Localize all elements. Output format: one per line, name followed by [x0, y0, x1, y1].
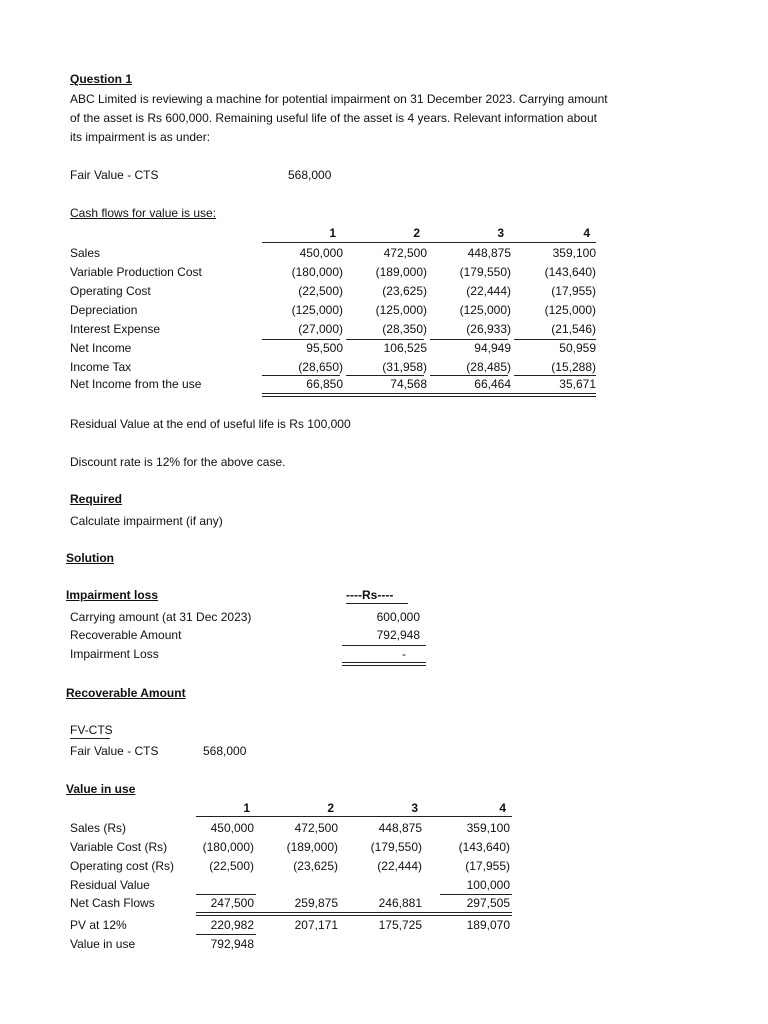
- q-cell: 66,464: [474, 377, 511, 391]
- viu-cell: (22,500): [209, 859, 254, 873]
- q-cell: (179,550): [459, 265, 511, 279]
- viu-cell: 259,875: [294, 896, 338, 910]
- q-cell: (31,958): [382, 360, 427, 374]
- viu-cell: (22,444): [377, 859, 422, 873]
- viu-cell: 207,171: [294, 918, 338, 932]
- fvcts-heading: FV-CTS: [70, 723, 113, 737]
- viu-pv-line: [196, 934, 256, 935]
- q-total-double-line: [262, 393, 596, 397]
- viu-cell: 297,505: [466, 896, 510, 910]
- currency-header-underline: [346, 603, 408, 604]
- q-subtotal-line: [262, 339, 340, 340]
- required-heading: Required: [70, 492, 123, 506]
- q-cell: (15,288): [551, 360, 596, 374]
- q-cell: (189,000): [375, 265, 427, 279]
- impairment-heading: Impairment loss: [66, 588, 159, 602]
- q-cell: 95,500: [306, 341, 343, 355]
- viu-cell: 246,881: [378, 896, 422, 910]
- q-year-header-2: 2: [413, 226, 420, 240]
- viu-subtotal-line: [196, 894, 256, 895]
- impairment-row-value: -: [402, 647, 406, 661]
- viu-header-underline: [196, 816, 512, 817]
- residual-text: Residual Value at the end of useful life is Rs 100,000: [70, 417, 351, 431]
- impairment-row-value: 600,000: [376, 610, 420, 624]
- viu-year-header-2: 2: [327, 801, 334, 815]
- viu-cell: 448,875: [378, 821, 422, 835]
- q-cell: (28,350): [382, 322, 427, 336]
- viu-cell: 175,725: [378, 918, 422, 932]
- q-cell: 450,000: [299, 246, 343, 260]
- q-cell: 35,671: [559, 377, 596, 391]
- q-year-header-1: 1: [329, 226, 336, 240]
- viu-cell: (179,550): [370, 840, 422, 854]
- viu-row-label: Net Cash Flows: [70, 896, 155, 910]
- q-cell: (17,955): [551, 284, 596, 298]
- q-cell: (28,485): [466, 360, 511, 374]
- q-subtotal-line: [346, 339, 424, 340]
- q-cell: 74,568: [390, 377, 427, 391]
- fvcts-heading-underline: [70, 738, 110, 739]
- q-header-underline: [262, 242, 596, 243]
- q-cell: (125,000): [291, 303, 343, 317]
- viu-cell: 359,100: [466, 821, 510, 835]
- required-text: Calculate impairment (if any): [70, 514, 223, 528]
- q-row-label: Income Tax: [70, 360, 132, 374]
- viu-cell: 792,948: [210, 937, 254, 951]
- viu-row-label: Variable Cost (Rs): [70, 840, 168, 854]
- viu-year-header-3: 3: [411, 801, 418, 815]
- q-row-label: Depreciation: [70, 303, 138, 317]
- cash-flows-heading: Cash flows for value is use:: [70, 206, 217, 220]
- q-cell: 448,875: [467, 246, 511, 260]
- q-cell: (28,650): [298, 360, 343, 374]
- q-year-header-4: 4: [583, 226, 590, 240]
- fair-value-label: Fair Value - CTS: [70, 168, 159, 182]
- viu-cell: (17,955): [465, 859, 510, 873]
- viu-net-double-line: [196, 912, 512, 916]
- viu-cell: 189,070: [466, 918, 510, 932]
- impairment-row-label: Impairment Loss: [70, 647, 159, 661]
- viu-cell: (180,000): [202, 840, 254, 854]
- viu-cell: (143,640): [458, 840, 510, 854]
- q-subtotal-line: [430, 339, 508, 340]
- solution-heading: Solution: [66, 551, 114, 565]
- discount-text: Discount rate is 12% for the above case.: [70, 455, 286, 469]
- currency-header: ----Rs----: [346, 588, 394, 602]
- q-subtotal-line: [430, 375, 508, 376]
- q-row-label: Interest Expense: [70, 322, 161, 336]
- q-cell: (22,444): [466, 284, 511, 298]
- fair-value-amount: 568,000: [288, 168, 332, 182]
- impairment-subtotal-line: [342, 645, 426, 646]
- q-cell: (125,000): [375, 303, 427, 317]
- q-subtotal-line: [262, 375, 340, 376]
- viu-row-label: Operating cost (Rs): [70, 859, 175, 873]
- q-row-label: Net Income: [70, 341, 132, 355]
- q-row-label: Net Income from the use: [70, 377, 202, 391]
- q-cell: 472,500: [383, 246, 427, 260]
- q-cell: 106,525: [383, 341, 427, 355]
- viu-row-label: Residual Value: [70, 878, 150, 892]
- viu-cell: 247,500: [210, 896, 254, 910]
- viu-cell: 100,000: [466, 878, 510, 892]
- q-row-label: Variable Production Cost: [70, 265, 202, 279]
- q-subtotal-line: [514, 375, 596, 376]
- impairment-row-label: Carrying amount (at 31 Dec 2023): [70, 610, 252, 624]
- impairment-row-label: Recoverable Amount: [70, 628, 182, 642]
- viu-cell: 220,982: [210, 918, 254, 932]
- viu-row-label: Value in use: [70, 937, 136, 951]
- q-cell: (143,640): [544, 265, 596, 279]
- q-year-header-3: 3: [497, 226, 504, 240]
- q-cell: (23,625): [382, 284, 427, 298]
- recoverable-heading: Recoverable Amount: [66, 686, 186, 700]
- q-subtotal-line: [514, 339, 596, 340]
- q-cell: 359,100: [552, 246, 596, 260]
- question-title: Question 1: [70, 72, 133, 86]
- q-cell: 50,959: [559, 341, 596, 355]
- viu-row-label: Sales (Rs): [70, 821, 127, 835]
- q-subtotal-line: [346, 375, 424, 376]
- viu-year-header-1: 1: [243, 801, 250, 815]
- q-cell: (27,000): [298, 322, 343, 336]
- viu-subtotal-line: [440, 894, 512, 895]
- fvcts-label: Fair Value - CTS: [70, 744, 159, 758]
- q-cell: (26,933): [466, 322, 511, 336]
- q-row-label: Operating Cost: [70, 284, 151, 298]
- impairment-total-double-line: [342, 662, 426, 666]
- q-cell: (125,000): [459, 303, 511, 317]
- q-cell: (125,000): [544, 303, 596, 317]
- q-cell: 66,850: [306, 377, 343, 391]
- viu-row-label: PV at 12%: [70, 918, 127, 932]
- q-row-label: Sales: [70, 246, 101, 260]
- viu-year-header-4: 4: [499, 801, 506, 815]
- q-cell: (21,546): [551, 322, 596, 336]
- viu-heading: Value in use: [66, 782, 136, 796]
- viu-cell: 450,000: [210, 821, 254, 835]
- q-cell: 94,949: [474, 341, 511, 355]
- viu-cell: (189,000): [286, 840, 338, 854]
- viu-cell: (23,625): [293, 859, 338, 873]
- q-cell: (180,000): [291, 265, 343, 279]
- impairment-row-value: 792,948: [376, 628, 420, 642]
- fvcts-amount: 568,000: [203, 744, 247, 758]
- q-cell: (22,500): [298, 284, 343, 298]
- question-text: ABC Limited is reviewing a machine for potential impairment on 31 December 2023. Carrying amount of the asset is Rs 600,000. Remaining useful life of the asset is 4 years. Relevant information about its impairment is as under:: [70, 92, 608, 144]
- viu-cell: 472,500: [294, 821, 338, 835]
